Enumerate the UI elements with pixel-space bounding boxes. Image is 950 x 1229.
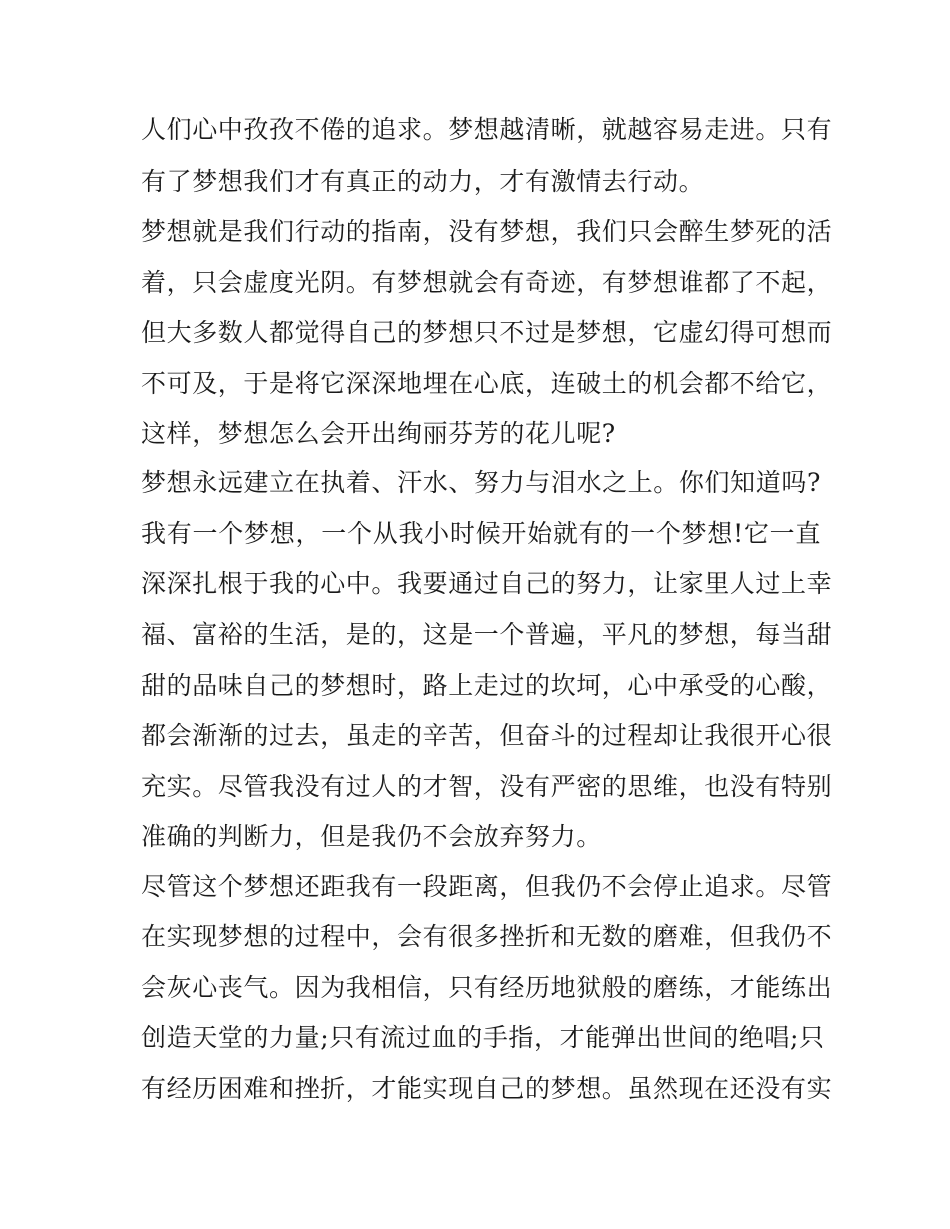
text-line: 梦想就是我们行动的指南，没有梦想，我们只会醉生梦死的活: [141, 217, 833, 246]
text-line: 尽管这个梦想还距我有一段距离，但我仍不会停止追求。尽管: [141, 872, 833, 901]
text-line: 不可及，于是将它深深地埋在心底，连破土的机会都不给它，: [141, 369, 833, 398]
text-line: 我有一个梦想，一个从我小时候开始就有的一个梦想!它一直: [141, 519, 821, 548]
text-line: 会灰心丧气。因为我相信，只有经历地狱般的磨练，才能练出: [141, 973, 833, 1002]
text-line: 梦想永远建立在执着、汗水、努力与泪水之上。你们知道吗?: [141, 468, 821, 497]
text-line: 有了梦想我们才有真正的动力，才有激情去行动。: [141, 167, 705, 196]
text-line: 深深扎根于我的心中。我要通过自己的努力，让家里人过上幸: [141, 569, 833, 598]
text-line: 充实。尽管我没有过人的才智，没有严密的思维，也没有特别: [141, 772, 833, 801]
text-line: 在实现梦想的过程中，会有很多挫折和无数的磨难，但我仍不: [141, 922, 833, 951]
text-line: 准确的判断力，但是我仍不会放弃努力。: [141, 822, 602, 851]
text-line: 有经历困难和挫折，才能实现自己的梦想。虽然现在还没有实: [141, 1074, 833, 1103]
text-line: 但大多数人都觉得自己的梦想只不过是梦想，它虚幻得可想而: [141, 318, 833, 347]
text-line: 这样，梦想怎么会开出绚丽芬芳的花儿呢?: [141, 419, 616, 448]
text-line: 着，只会虚度光阴。有梦想就会有奇迹，有梦想谁都了不起，: [141, 268, 833, 297]
text-line: 福、富裕的生活，是的，这是一个普遍，平凡的梦想，每当甜: [141, 620, 833, 649]
text-line: 都会渐渐的过去，虽走的辛苦，但奋斗的过程却让我很开心很: [141, 721, 833, 750]
text-line: 创造天堂的力量;只有流过血的手指，才能弹出世间的绝唱;只: [141, 1023, 825, 1052]
text-line: 甜的品味自己的梦想时，路上走过的坎坷，心中承受的心酸，: [141, 671, 833, 700]
text-line: 人们心中孜孜不倦的追求。梦想越清晰，就越容易走进。只有: [141, 115, 833, 144]
